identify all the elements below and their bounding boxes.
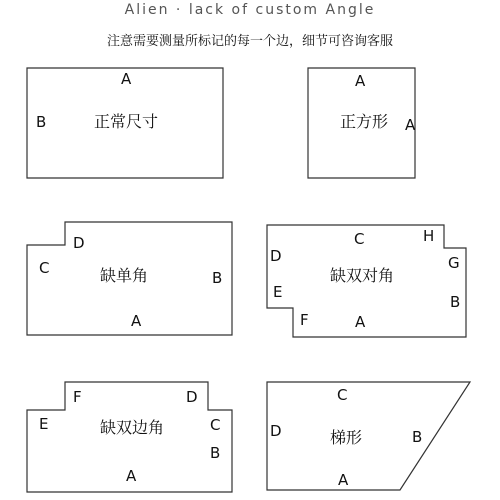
trapezoid-outline xyxy=(267,382,470,490)
edge-label: H xyxy=(423,227,435,245)
edge-label: A xyxy=(131,312,142,330)
edge-label: A xyxy=(338,471,349,489)
shape-name-trapezoid: 梯形 xyxy=(330,428,363,447)
edge-label: E xyxy=(39,415,49,433)
edge-label: E xyxy=(273,283,283,301)
edge-label: A xyxy=(126,467,137,485)
edge-label: A xyxy=(355,72,366,90)
edge-label: B xyxy=(210,444,221,462)
edge-label: C xyxy=(354,230,365,248)
edge-label: F xyxy=(300,311,309,329)
edge-label: B xyxy=(212,269,223,287)
edge-label: G xyxy=(448,254,460,272)
edge-label: C xyxy=(210,416,221,434)
shape-name-missing-single-corner: 缺单角 xyxy=(100,266,149,285)
edge-label: F xyxy=(73,388,82,406)
edge-label: C xyxy=(337,386,348,404)
edge-label: D xyxy=(73,234,85,252)
edge-label: D xyxy=(270,247,282,265)
edge-label: C xyxy=(39,259,50,277)
shape-name-normal-size: 正常尺寸 xyxy=(94,112,159,131)
edge-label: B xyxy=(450,293,461,311)
edge-label: B xyxy=(412,428,423,446)
shape-name-missing-double-opposite-corner: 缺双对角 xyxy=(330,266,395,285)
edge-label: A xyxy=(405,116,416,134)
header-title: Alien · lack of custom Angle xyxy=(124,2,376,18)
edge-label: D xyxy=(186,388,198,406)
instruction-text: 注意需要测量所标记的每一个边，细节可咨询客服 xyxy=(106,34,393,49)
shape-name-missing-double-side-corner: 缺双边角 xyxy=(100,418,165,437)
edge-label: A xyxy=(121,70,132,88)
edge-label: D xyxy=(270,422,282,440)
edge-label: A xyxy=(355,313,366,331)
edge-label: B xyxy=(36,113,47,131)
shape-name-square: 正方形 xyxy=(340,112,389,131)
